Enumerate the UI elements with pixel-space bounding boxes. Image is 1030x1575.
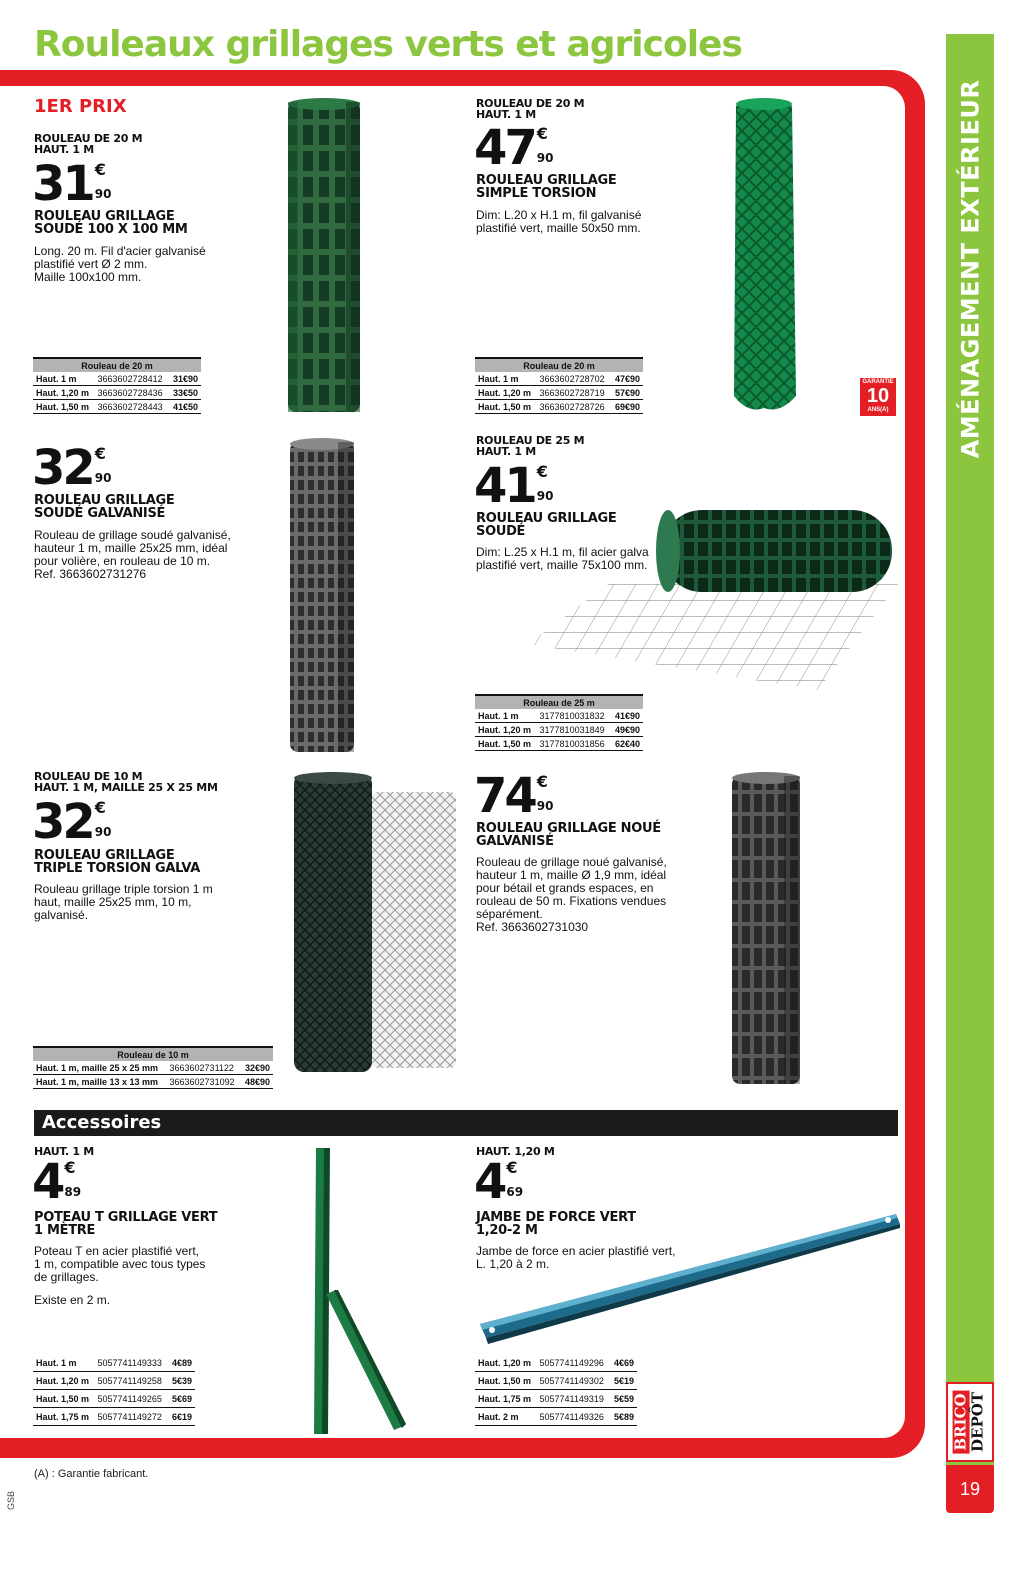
brace-bar-image [476, 1206, 904, 1348]
product-eyebrow: HAUT. 1,20 M [476, 1145, 555, 1158]
reference-table: Haut. 1,20 m 5057741149296 4€69 Haut. 1,50 m 5057741149302 5€19 Haut. 1,75 m 5057741149319 5€59 Haut. 2 m 5057741149326 5€89 [475, 1354, 637, 1426]
reference-table: Rouleau de 20 m Haut. 1 m 3663602728412 31€90 Haut. 1,20 m 3663602728436 33€50 Haut. 1,50 m 3663602728443 41€50 [33, 357, 201, 414]
hex-mesh-rolls-image [290, 770, 470, 1076]
product-description: Poteau T en acier plastifié vert, 1 m, compatible avec tous types de grillages. [34, 1244, 206, 1284]
price: 4 € 69 [474, 1154, 524, 1210]
brand-logo: BRICO DEPÔT [946, 1382, 994, 1462]
product-eyebrow: HAUT. 1 M [34, 1145, 94, 1158]
reference-table: Rouleau de 20 m Haut. 1 m 3663602728702 47€90 Haut. 1,20 m 3663602728719 57€90 Haut. 1,50 m 3663602728726 69€90 [475, 357, 643, 414]
product-name: ROULEAU GRILLAGE SIMPLE TORSION [476, 173, 617, 201]
product-eyebrow: ROULEAU DE 25 M HAUT. 1 M [476, 434, 585, 458]
guarantee-badge: GARANTIE 10 ANS(A) [860, 378, 896, 416]
page-title: Rouleaux grillages verts et agricoles [34, 24, 742, 65]
chain-link-roll-image [728, 96, 800, 416]
product-name: JAMBE DE FORCE VERT 1,20-2 M [476, 1210, 636, 1238]
product-name: ROULEAU GRILLAGE NOUÉ GALVANISÉ [476, 821, 661, 849]
accessories-bar [34, 1110, 898, 1136]
price: 32 € 90 [32, 794, 112, 850]
unrolled-welded-mesh-image [528, 504, 900, 692]
region-code: GSB [6, 1490, 16, 1510]
product-description: Rouleau de grillage noué galvanisé, hauteur 1 m, maille Ø 1,9 mm, idéal pour bétail et grands espaces, en rouleau de 50 m. Fixations vendues séparément. Ref. 3663602731030 [476, 855, 667, 934]
product-description: Jambe de force en acier plastifié vert, L. 1,20 à 2 m. [476, 1244, 676, 1271]
product-name: ROULEAU GRILLAGE TRIPLE TORSION GALVA [34, 848, 200, 876]
product-description: Rouleau de grillage soudé galvanisé, hauteur 1 m, maille 25x25 mm, idéal pour volière, en rouleau de 10 m. Ref. 3663602731276 [34, 528, 231, 581]
reference-table: Haut. 1 m 5057741149333 4€89 Haut. 1,20 m 5057741149258 5€39 Haut. 1,50 m 5057741149265 5€69 Haut. 1,75 m 5057741149272 6€19 [33, 1354, 195, 1426]
t-post-image [296, 1144, 408, 1436]
side-label: AMÉNAGEMENT EXTÉRIEUR [956, 79, 985, 459]
product-name: ROULEAU GRILLAGE SOUDÉ [476, 511, 617, 539]
reference-table: Rouleau de 25 m Haut. 1 m 3177810031832 41€90 Haut. 1,20 m 3177810031849 49€90 Haut. 1,50 m 3177810031856 62€40 [475, 694, 643, 751]
accessories-title: Accessoires [42, 1112, 162, 1133]
price: 32 € 90 [32, 440, 112, 496]
product-eyebrow: ROULEAU DE 20 M HAUT. 1 M [476, 97, 585, 121]
product-note: Existe en 2 m. [34, 1293, 111, 1307]
product-name: ROULEAU GRILLAGE SOUDÉ GALVANISÉ [34, 493, 175, 521]
product-description: Rouleau grillage triple torsion 1 m haut, maille 25x25 mm, 10 m, galvanisé. [34, 882, 213, 922]
footnote: (A) : Garantie fabricant. [34, 1468, 149, 1480]
product-description: Dim: L.20 x H.1 m, fil galvanisé plastifié vert, maille 50x50 mm. [476, 208, 642, 235]
first-price-badge: 1ER PRIX [34, 96, 127, 117]
product-description: Dim: L.25 x H.1 m, fil acier galva plastifié vert, maille 75x100 mm. [476, 545, 649, 572]
product-eyebrow: ROULEAU DE 10 M HAUT. 1 M, MAILLE 25 X 25 MM [34, 770, 218, 794]
price: 31 € 90 [32, 156, 112, 212]
product-name: POTEAU T GRILLAGE VERT 1 MÈTRE [34, 1210, 218, 1238]
price: 47 € 90 [474, 120, 554, 176]
price: 41 € 90 [474, 458, 554, 514]
reference-table: Rouleau de 10 m Haut. 1 m, maille 25 x 25 mm 3663602731122 32€90 Haut. 1 m, maille 13 x 13 mm 3663602731092 48€90 [33, 1046, 273, 1089]
knotted-mesh-roll-image [728, 770, 804, 1090]
product-eyebrow: ROULEAU DE 20 M HAUT. 1 M [34, 132, 143, 156]
page-number: 19 [946, 1465, 994, 1513]
product-description: Long. 20 m. Fil d'acier galvanisé plastifié vert Ø 2 mm. Maille 100x100 mm. [34, 244, 206, 284]
galvanized-welded-roll-image [286, 436, 358, 758]
welded-mesh-roll-image [284, 96, 364, 418]
price: 74 € 90 [474, 768, 554, 824]
price: 4 € 89 [32, 1154, 82, 1210]
product-name: ROULEAU GRILLAGE SOUDÉ 100 X 100 MM [34, 209, 188, 237]
